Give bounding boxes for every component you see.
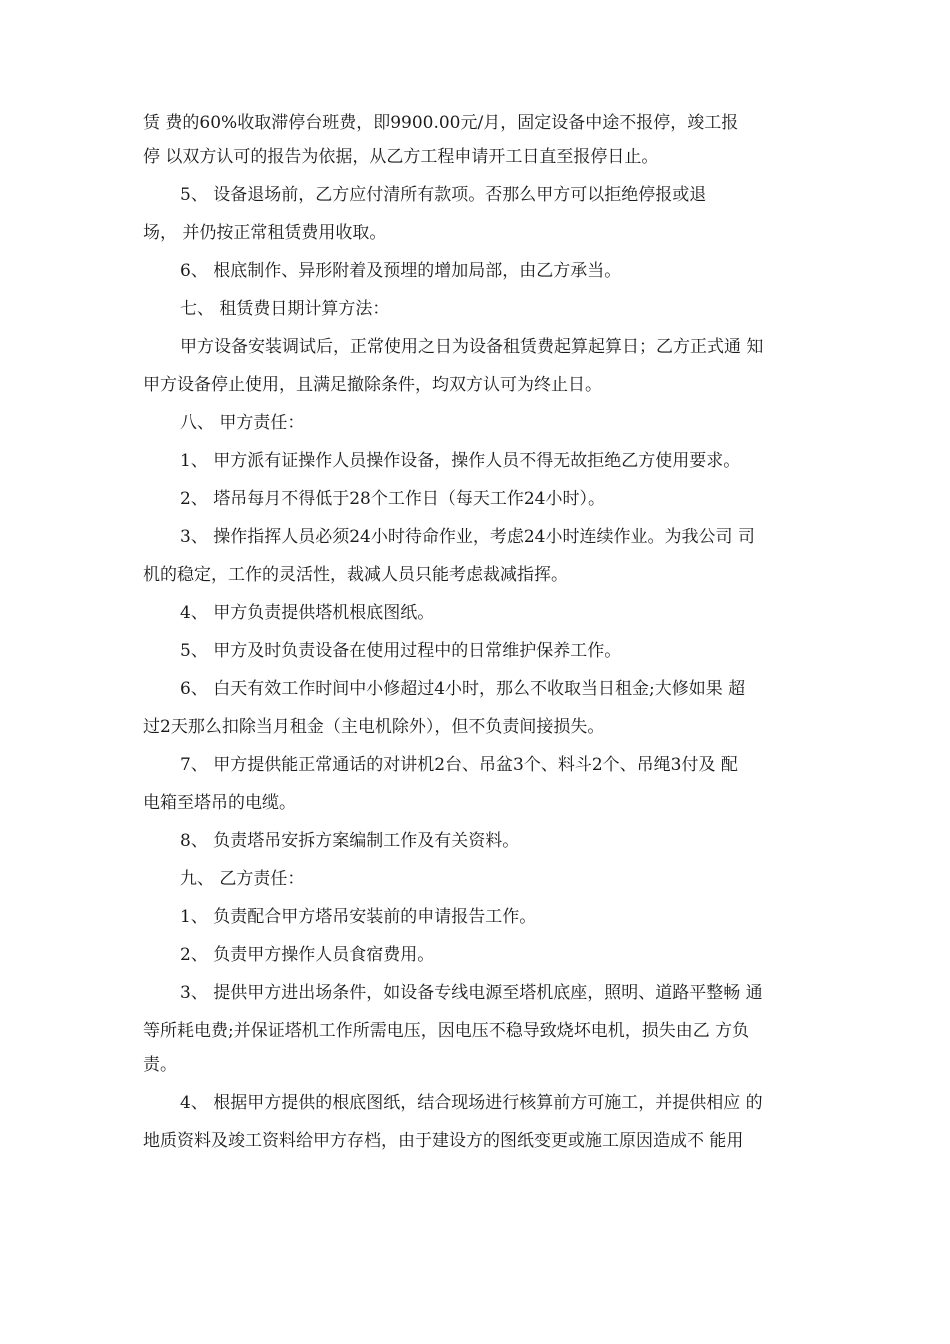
text-line: 责。: [143, 1055, 177, 1075]
text-line: 八、 甲方责任：: [180, 413, 305, 433]
text-line: 九、 乙方责任：: [180, 869, 305, 889]
paragraph: [143, 634, 808, 668]
text-line: 4、 甲方负责提供塔机根底图纸。: [180, 603, 435, 623]
text-line: 场， 并仍按正常租赁费用收取。: [143, 223, 387, 243]
paragraph: [143, 672, 808, 706]
text-line: 停 以双方认可的报告为依据，从乙方工程申请开工日直至报停日止。: [143, 147, 659, 167]
paragraph: [143, 520, 808, 554]
paragraph: [143, 330, 808, 364]
text-line: 电箱至塔吊的电缆。: [143, 793, 296, 813]
text-line: 赁 费的60%收取滞停台班费，即9900.00元/月，固定设备中途不报停，竣工报: [143, 113, 739, 133]
text-line: 等所耗电费;并保证塔机工作所需电压，因电压不稳导致烧坏电机，损失由乙 方负: [143, 1021, 750, 1041]
paragraph: [143, 178, 808, 212]
paragraph: [143, 254, 808, 288]
paragraph: [143, 292, 808, 326]
text-line: 2、 塔吊每月不得低于28个工作日（每天工作24小时）。: [180, 489, 605, 509]
text-line: 5、 甲方及时负责设备在使用过程中的日常维护保养工作。: [180, 641, 622, 661]
text-line: 地质资料及竣工资料给甲方存档，由于建设方的图纸变更或施工原因造成不 能用: [143, 1131, 744, 1151]
text-line: 3、 提供甲方进出场条件，如设备专线电源至塔机底座，照明、道路平整畅 通: [180, 983, 763, 1003]
paragraph: [143, 216, 808, 250]
text-line: 1、 负责配合甲方塔吊安装前的申请报告工作。: [180, 907, 537, 927]
text-line: 3、 操作指挥人员必须24小时待命作业，考虑24小时连续作业。为我公司 司: [180, 527, 755, 547]
text-line: 5、 设备退场前，乙方应付清所有款项。否那么甲方可以拒绝停报或退: [180, 185, 707, 205]
paragraph: [143, 558, 808, 592]
text-line: 甲方设备安装调试后，正常使用之日为设备租赁费起算起算日；乙方正式通 知: [180, 337, 764, 357]
paragraph: [143, 938, 808, 972]
paragraph: [143, 900, 808, 934]
text-line: 8、 负责塔吊安拆方案编制工作及有关资料。: [180, 831, 520, 851]
paragraph: [143, 710, 808, 744]
paragraph: [143, 1124, 808, 1158]
text-line: 七、 租赁费日期计算方法：: [180, 299, 390, 319]
text-line: 1、 甲方派有证操作人员操作设备，操作人员不得无故拒绝乙方使用要求。: [180, 451, 741, 471]
paragraph: [143, 1086, 808, 1120]
paragraph: [143, 596, 808, 630]
paragraph: [143, 444, 808, 478]
paragraph: [143, 106, 808, 174]
text-line: 甲方设备停止使用，且满足撤除条件，均双方认可为终止日。: [143, 375, 602, 395]
text-line: 机的稳定，工作的灵活性，裁减人员只能考虑裁减指挥。: [143, 565, 568, 585]
text-line: 7、 甲方提供能正常通话的对讲机2台、吊盆3个、料斗2个、吊绳3付及 配: [180, 755, 738, 775]
paragraph: [143, 786, 808, 820]
paragraph: [143, 406, 808, 440]
paragraph: [143, 482, 808, 516]
paragraph: [143, 368, 808, 402]
paragraph: [143, 1014, 808, 1082]
paragraph: [143, 824, 808, 858]
paragraph: [143, 748, 808, 782]
document-body: [143, 106, 808, 1162]
text-line: 过2天那么扣除当月租金（主电机除外），但不负责间接损失。: [143, 717, 605, 737]
paragraph: [143, 976, 808, 1010]
text-line: 6、 根底制作、异形附着及预埋的增加局部，由乙方承当。: [180, 261, 622, 281]
text-line: 2、 负责甲方操作人员食宿费用。: [180, 945, 435, 965]
text-line: 6、 白天有效工作时间中小修超过4小时，那么不收取当日租金;大修如果 超: [180, 679, 746, 699]
text-line: 4、 根据甲方提供的根底图纸，结合现场进行核算前方可施工，并提供相应 的: [180, 1093, 763, 1113]
paragraph: [143, 862, 808, 896]
